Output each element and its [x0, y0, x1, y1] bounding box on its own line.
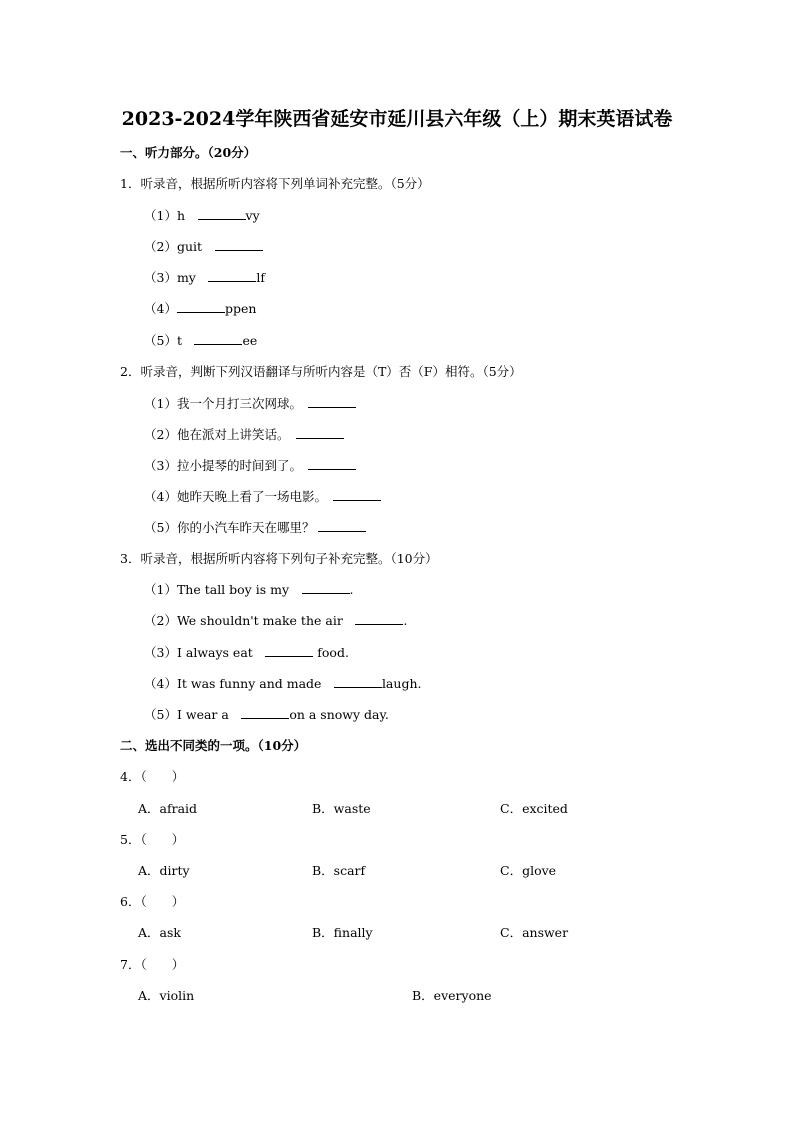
item-prefix: h: [176, 208, 198, 223]
item-prefix: I wear a: [176, 707, 242, 722]
answer-blank[interactable]: [198, 208, 246, 220]
option-c[interactable]: C．answer: [500, 925, 569, 940]
option-c[interactable]: C．glove: [500, 863, 557, 878]
q2-item: [144, 396, 356, 412]
answer-blank[interactable]: [333, 489, 381, 501]
item-text: 我一个月打三次网球。: [176, 396, 296, 411]
item-text: 拉小提琴的时间到了。: [176, 458, 296, 473]
answer-blank[interactable]: [194, 333, 242, 345]
q3-item: [144, 613, 407, 629]
item-text: 她昨天晚上看了一场电影。: [176, 489, 321, 504]
q3-item: [144, 582, 354, 598]
question-3-stem: 3．听录音，根据所听内容将下列句子补充完整。（10分）: [120, 551, 438, 566]
item-number: （2）: [144, 613, 177, 628]
item-suffix: laugh.: [381, 676, 422, 691]
q1-item: [144, 208, 260, 224]
option-a[interactable]: A．ask: [138, 925, 181, 940]
item-suffix: ppen: [224, 301, 257, 316]
answer-blank[interactable]: [318, 520, 366, 532]
item-prefix: I always eat: [176, 645, 266, 660]
answer-blank[interactable]: [302, 582, 350, 594]
q2-item: [144, 458, 356, 474]
option-b[interactable]: B．everyone: [412, 988, 492, 1003]
question-number: 4．（ ）: [120, 769, 185, 784]
item-prefix: my: [176, 270, 209, 285]
item-number: （3）: [144, 645, 177, 660]
q2-item: [144, 489, 381, 505]
q1-item: [144, 333, 257, 349]
section-heading-listening: 一、听力部分。（20分）: [120, 145, 257, 160]
question-2-stem: 2．听录音，判断下列汉语翻译与所听内容是（T）否（F）相符。（5分）: [120, 364, 522, 379]
answer-blank[interactable]: [241, 707, 289, 719]
q1-item: [144, 239, 263, 255]
item-number: （4）: [144, 301, 177, 316]
answer-blank[interactable]: [215, 239, 263, 251]
q3-item: [144, 676, 421, 692]
answer-blank[interactable]: [265, 645, 313, 657]
answer-blank[interactable]: [355, 613, 403, 625]
item-suffix: ee: [242, 333, 258, 348]
item-prefix: The tall boy is my: [176, 582, 302, 597]
item-prefix: It was funny and made: [176, 676, 334, 691]
item-prefix: We shouldn't make the air: [176, 613, 356, 628]
q2-item: [144, 427, 344, 443]
item-suffix: .: [349, 582, 354, 597]
item-number: （1）: [144, 396, 177, 411]
q2-item: [144, 520, 366, 536]
option-c[interactable]: C．excited: [500, 801, 568, 816]
question-1-stem: 1．听录音，根据所听内容将下列单词补充完整。（5分）: [120, 176, 430, 191]
item-number: （1）: [144, 582, 177, 597]
option-b[interactable]: B．scarf: [312, 863, 366, 878]
item-number: （5）: [144, 333, 177, 348]
answer-blank[interactable]: [308, 396, 356, 408]
item-text: 他在派对上讲笑话。: [176, 427, 284, 442]
q3-item: [144, 645, 349, 661]
item-suffix: food.: [313, 645, 349, 660]
option-a[interactable]: A．violin: [138, 988, 195, 1003]
option-a[interactable]: A．dirty: [138, 863, 190, 878]
question-number: 7．（ ）: [120, 957, 185, 972]
item-text: 你的小汽车昨天在哪里？: [176, 520, 315, 535]
item-number: （5）: [144, 707, 177, 722]
answer-blank[interactable]: [334, 676, 382, 688]
answer-blank[interactable]: [208, 270, 256, 282]
item-number: （4）: [144, 676, 177, 691]
item-number: （3）: [144, 458, 177, 473]
question-number: 6．（ ）: [120, 894, 185, 909]
q1-item: [144, 270, 265, 286]
q3-item: [144, 707, 389, 723]
answer-blank[interactable]: [177, 301, 225, 313]
option-b[interactable]: B．waste: [312, 801, 371, 816]
option-b[interactable]: B．finally: [312, 925, 373, 940]
exam-title: 2023-2024学年陕西省延安市延川县六年级（上）期末英语试卷: [121, 108, 673, 130]
item-number: （2）: [144, 239, 177, 254]
section-heading-odd-one-out: 二、选出不同类的一项。（10分）: [120, 738, 307, 753]
item-prefix: guit: [176, 239, 215, 254]
item-suffix: vy: [245, 208, 260, 223]
item-number: （4）: [144, 489, 177, 504]
item-suffix: .: [403, 613, 408, 628]
item-number: （3）: [144, 270, 177, 285]
item-number: （5）: [144, 520, 177, 535]
item-suffix: on a snowy day.: [289, 707, 389, 722]
answer-blank[interactable]: [308, 458, 356, 470]
answer-blank[interactable]: [296, 427, 344, 439]
item-number: （1）: [144, 208, 177, 223]
option-a[interactable]: A．afraid: [138, 801, 198, 816]
question-number: 5．（ ）: [120, 832, 185, 847]
item-prefix: t: [176, 333, 195, 348]
q1-item: [144, 301, 256, 317]
item-number: （2）: [144, 427, 177, 442]
item-suffix: lf: [256, 270, 265, 285]
